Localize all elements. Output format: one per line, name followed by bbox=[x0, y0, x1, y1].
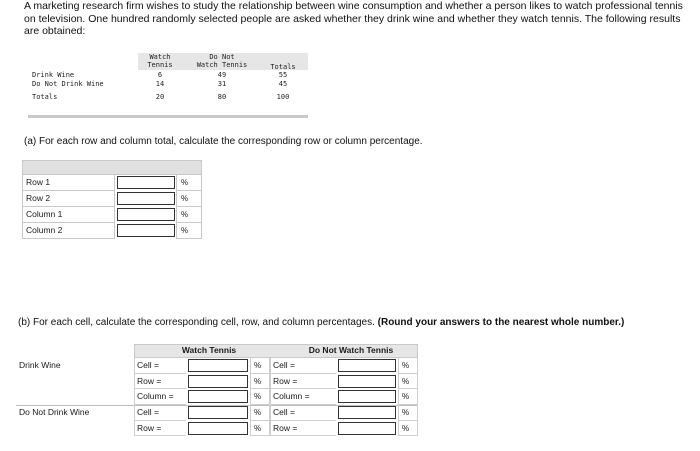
part-a-row bbox=[22, 175, 202, 191]
input-drink-watch-row[interactable] bbox=[188, 375, 248, 388]
row-label-no-drink: Do Not Drink Wine bbox=[19, 407, 90, 417]
problem-intro: A marketing research firm wishes to study the relationship between wine consumption and whether a person likes to watch professional tennis on television. One hundred randomly selected people are asked whether they drink wine and whether they watch tennis. The following results are obtained: bbox=[24, 0, 683, 37]
tag-cell: Cell = bbox=[270, 405, 336, 421]
input-drink-dont-column[interactable] bbox=[338, 390, 396, 403]
value-drink-total: 55 bbox=[278, 71, 288, 79]
percent-sign: % bbox=[250, 405, 270, 421]
part-a-row bbox=[22, 223, 202, 239]
percent-sign: % bbox=[176, 207, 202, 223]
input-drink-dont-cell[interactable] bbox=[338, 359, 396, 372]
value-nodrink-total: 45 bbox=[278, 80, 288, 88]
percent-sign: % bbox=[176, 223, 202, 239]
value-totals-dont: 80 bbox=[217, 93, 227, 101]
part-a-label-row2: Row 2 bbox=[22, 191, 115, 207]
value-nodrink-watch: 14 bbox=[155, 80, 165, 88]
header-watch-line2: Tennis bbox=[147, 61, 173, 69]
percent-sign: % bbox=[398, 405, 418, 421]
contingency-table bbox=[28, 53, 308, 107]
percent-sign: % bbox=[250, 374, 270, 390]
row-label-no-drink: Do Not Drink Wine bbox=[32, 80, 104, 88]
part-a-label-col2: Column 2 bbox=[22, 223, 115, 239]
col-header-watch-tennis: Watch Tennis bbox=[181, 345, 237, 355]
input-drink-dont-row[interactable] bbox=[338, 375, 396, 388]
part-b-row bbox=[16, 389, 418, 405]
value-drink-dont: 49 bbox=[217, 71, 227, 79]
part-b-row bbox=[16, 421, 418, 437]
row-label-totals: Totals bbox=[32, 93, 58, 101]
part-a-row bbox=[22, 207, 202, 223]
tag-cell: Cell = bbox=[134, 358, 186, 374]
value-nodrink-dont: 31 bbox=[217, 80, 227, 88]
input-nodrink-dont-row[interactable] bbox=[338, 422, 396, 435]
part-b-row bbox=[16, 405, 418, 421]
header-dont-line1: Do Not bbox=[209, 53, 235, 61]
header-dont-line2: Watch Tennis bbox=[196, 61, 248, 69]
input-nodrink-dont-cell[interactable] bbox=[338, 406, 396, 419]
input-nodrink-watch-row[interactable] bbox=[188, 422, 248, 435]
tag-column: Column = bbox=[270, 389, 336, 405]
part-a-input-row2[interactable] bbox=[117, 192, 175, 205]
input-drink-watch-column[interactable] bbox=[188, 390, 248, 403]
percent-sign: % bbox=[176, 191, 202, 207]
header-watch-line1: Watch bbox=[149, 53, 171, 61]
part-a-label-row1: Row 1 bbox=[22, 175, 115, 191]
percent-sign: % bbox=[398, 358, 418, 374]
part-a-input-col2[interactable] bbox=[117, 224, 175, 237]
part-b-question-text: (b) For each cell, calculate the corresponding cell, row, and column percentages. bbox=[18, 317, 378, 328]
percent-sign: % bbox=[250, 389, 270, 405]
part-a-input-col1[interactable] bbox=[117, 208, 175, 221]
tag-row: Row = bbox=[134, 374, 186, 390]
col-header-dont-watch: Do Not Watch Tennis bbox=[308, 345, 394, 355]
part-a-label-col1: Column 1 bbox=[22, 207, 115, 223]
tag-row: Row = bbox=[270, 374, 336, 390]
tag-cell: Cell = bbox=[134, 405, 186, 421]
tag-row: Row = bbox=[270, 421, 336, 437]
tag-cell: Cell = bbox=[270, 358, 336, 374]
part-a-input-row1[interactable] bbox=[117, 176, 175, 189]
part-a-table bbox=[22, 160, 202, 239]
part-a-question: (a) For each row and column total, calculate the corresponding row or column percentage. bbox=[24, 136, 423, 147]
value-drink-watch: 6 bbox=[157, 71, 163, 79]
part-a-row bbox=[22, 191, 202, 207]
part-b-rounding-note: (Round your answers to the nearest whole number.) bbox=[377, 317, 625, 328]
percent-sign: % bbox=[398, 389, 418, 405]
header-totals: Totals bbox=[270, 63, 296, 71]
percent-sign: % bbox=[398, 421, 418, 437]
tag-column: Column = bbox=[134, 389, 186, 405]
percent-sign: % bbox=[250, 358, 270, 374]
part-b-question bbox=[18, 317, 624, 328]
percent-sign: % bbox=[176, 175, 202, 191]
row-label-drink-wine: Drink Wine bbox=[32, 71, 75, 79]
tag-row: Row = bbox=[134, 421, 186, 437]
table-divider bbox=[28, 115, 308, 118]
value-totals-total: 100 bbox=[276, 93, 290, 101]
percent-sign: % bbox=[250, 421, 270, 437]
part-b-row bbox=[16, 358, 418, 374]
part-b-table bbox=[16, 344, 418, 436]
input-nodrink-watch-cell[interactable] bbox=[188, 406, 248, 419]
part-a-header bbox=[22, 160, 202, 175]
percent-sign: % bbox=[398, 374, 418, 390]
input-drink-watch-cell[interactable] bbox=[188, 359, 248, 372]
row-label-drink-wine: Drink Wine bbox=[19, 360, 61, 370]
part-b-row bbox=[16, 374, 418, 390]
value-totals-watch: 20 bbox=[155, 93, 165, 101]
